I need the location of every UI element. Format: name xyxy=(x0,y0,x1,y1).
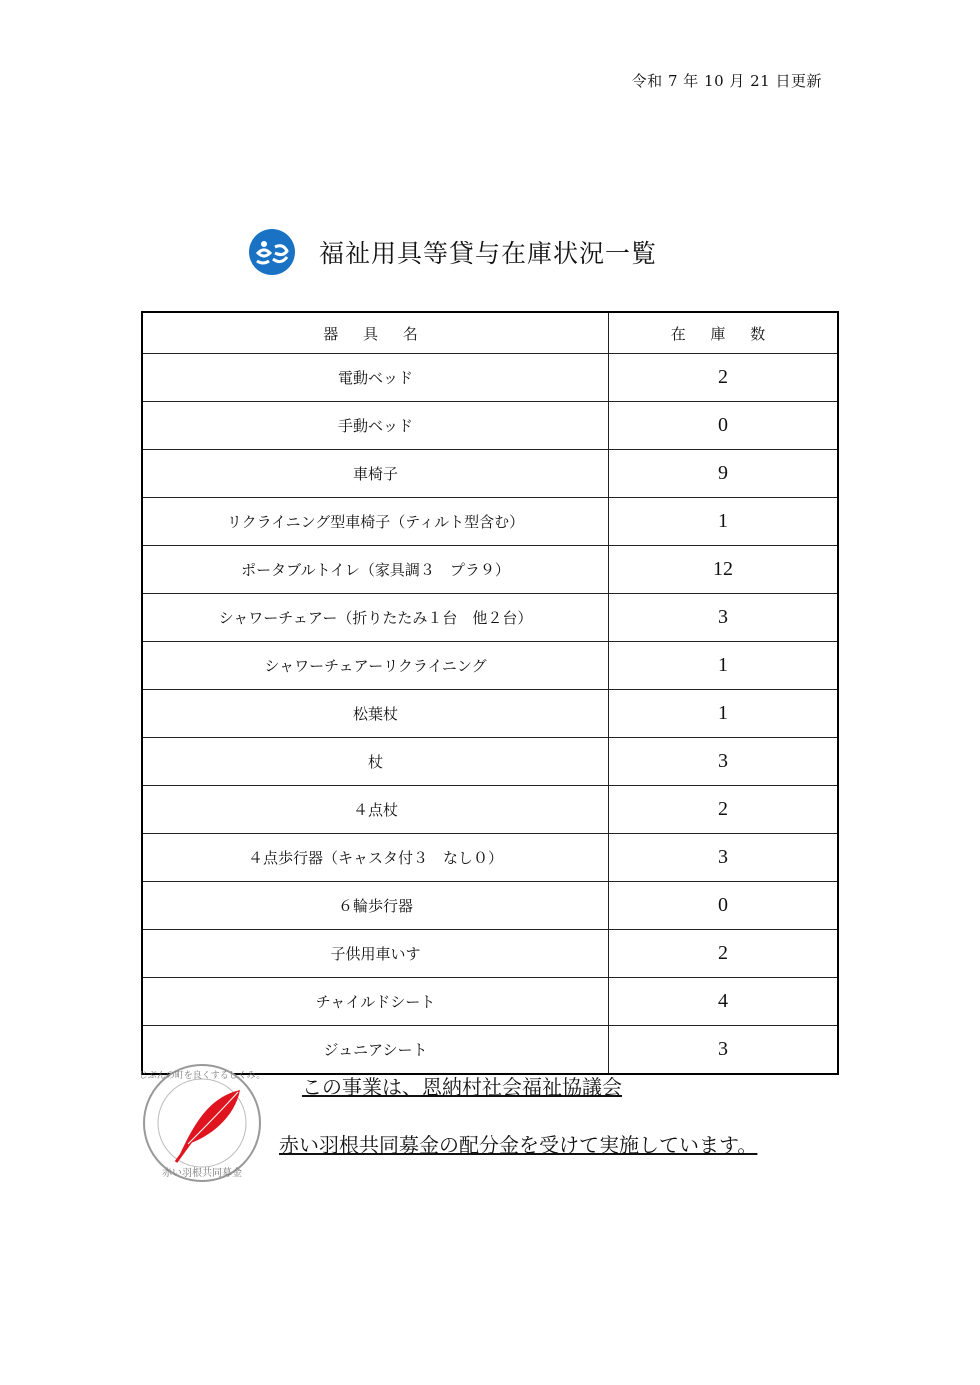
item-name: ポータブルトイレ（家具調３ プラ９） xyxy=(142,546,609,594)
item-count: 3 xyxy=(609,1026,839,1075)
table-row xyxy=(142,882,838,930)
item-name: チャイルドシート xyxy=(142,978,609,1026)
funding-note-line2: 赤い羽根共同募金の配分金を受けて実施しています。 xyxy=(279,1133,758,1157)
table-row xyxy=(142,786,838,834)
table-row xyxy=(142,402,838,450)
table-row xyxy=(142,498,838,546)
item-name: 杖 xyxy=(142,738,609,786)
item-count: 1 xyxy=(609,498,839,546)
council-logo-icon xyxy=(249,229,295,275)
page-title: 福祉用具等貸与在庫状況一覧 xyxy=(319,239,658,268)
table-row xyxy=(142,930,838,978)
updated-date: 令和 7 年 10 月 21 日更新 xyxy=(631,72,822,90)
item-count: 3 xyxy=(609,834,839,882)
item-name: ６輪歩行器 xyxy=(142,882,609,930)
table-row xyxy=(142,546,838,594)
item-count: 2 xyxy=(609,930,839,978)
funding-note-line1: この事業は、恩納村社会福祉協議会 xyxy=(302,1075,622,1099)
svg-text:じぶんの町を良くするしくみ。: じぶんの町を良くするしくみ。 xyxy=(140,1071,265,1081)
table-row xyxy=(142,354,838,402)
item-name: 子供用車いす xyxy=(142,930,609,978)
table-row xyxy=(142,738,838,786)
column-header-stock: 在 庫 数 xyxy=(609,312,839,354)
item-name: シャワーチェアーリクライニング xyxy=(142,642,609,690)
item-count: 2 xyxy=(609,786,839,834)
item-name: リクライニング型車椅子（ティルト型含む） xyxy=(142,498,609,546)
item-count: 2 xyxy=(609,354,839,402)
inventory-table xyxy=(141,311,839,1075)
red-feather-icon xyxy=(140,1062,265,1184)
item-count: 1 xyxy=(609,642,839,690)
item-count: 9 xyxy=(609,450,839,498)
red-feather-badge xyxy=(140,1062,265,1184)
item-count: 0 xyxy=(609,402,839,450)
item-name: シャワーチェアー（折りたたみ１台 他２台） xyxy=(142,594,609,642)
item-name: ジュニアシート xyxy=(142,1026,609,1075)
item-count: 12 xyxy=(609,546,839,594)
item-name: 松葉杖 xyxy=(142,690,609,738)
item-name: 車椅子 xyxy=(142,450,609,498)
table-row xyxy=(142,690,838,738)
item-name: ４点杖 xyxy=(142,786,609,834)
item-name: ４点歩行器（キャスタ付３ なし０） xyxy=(142,834,609,882)
table-row xyxy=(142,594,838,642)
title-row xyxy=(249,229,657,275)
item-name: 手動ベッド xyxy=(142,402,609,450)
item-count: 4 xyxy=(609,978,839,1026)
item-count: 3 xyxy=(609,738,839,786)
item-name: 電動ベッド xyxy=(142,354,609,402)
table-row xyxy=(142,450,838,498)
table-row xyxy=(142,978,838,1026)
item-count: 3 xyxy=(609,594,839,642)
item-count: 0 xyxy=(609,882,839,930)
table-row xyxy=(142,834,838,882)
table-header-row xyxy=(142,312,838,354)
svg-text:赤い羽根共同募金: 赤い羽根共同募金 xyxy=(162,1168,242,1179)
table-row xyxy=(142,642,838,690)
column-header-item: 器 具 名 xyxy=(142,312,609,354)
item-count: 1 xyxy=(609,690,839,738)
